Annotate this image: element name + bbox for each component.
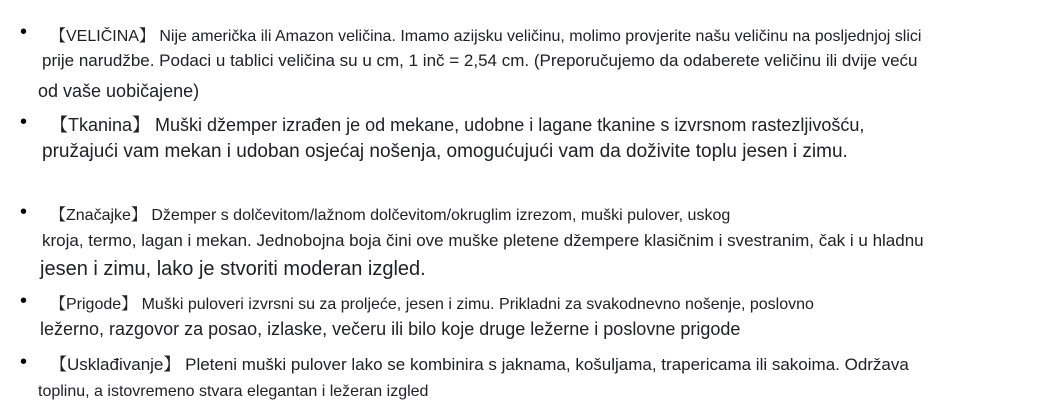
- bullet-dot: •: [20, 290, 28, 312]
- item-matching-line-1: 【Usklađivanje】 Pleteni muški pulover lako se kombinira s jaknama, košuljama, trapericama ili sakoima. Održava: [50, 355, 909, 374]
- bullet-dot: •: [20, 351, 28, 373]
- item-fabric-line-1: 【Tkanina】 Muški džemper izrađen je od mekane, udobne i lagane tkanine s izvrsnom rastezljivošću,: [50, 115, 865, 135]
- bullet-dot: •: [20, 111, 28, 133]
- item-size-line-3: od vaše uobičajene): [38, 81, 200, 101]
- item-size-line-2: prije narudžbe. Podaci u tablici veličina su u cm, 1 inč = 2,54 cm. (Preporučujemo da odaberete veličinu ili dvije veću: [42, 51, 918, 70]
- item-features-line-2: kroja, termo, lagan i mekan. Jednobojna boja čini ove muške pletene džempere klasičnim i svestranim, čak i u hladnu: [42, 231, 924, 250]
- item-occasions-line-2: ležerno, razgovor za posao, izlaske, večeru ili bilo koje druge ležerne i poslovne prigode: [40, 319, 741, 339]
- bullet-dot: •: [20, 21, 28, 43]
- item-fabric-line-2: pružajući vam mekan i udoban osjećaj nošenja, omogućujući vam da doživite toplu jesen i zimu.: [42, 141, 848, 162]
- item-occasions-line-1: 【Prigode】 Muški puloveri izvrsni su za proljeće, jesen i zimu. Prikladni za svakodnevno nošenje, poslovno: [50, 296, 814, 313]
- item-matching-line-2: toplinu, a istovremeno stvara elegantan i ležeran izgled: [38, 383, 429, 400]
- bullet-dot: •: [20, 201, 28, 223]
- item-size-line-1: 【VELIČINA】 Nije američka ili Amazon veličina. Imamo azijsku veličinu, molimo provjerite našu veličinu na posljednjoj slici: [50, 28, 922, 45]
- item-features-line-3: jesen i zimu, lako je stvoriti moderan izgled.: [40, 258, 426, 280]
- item-features-line-1: 【Značajke】 Džemper s dolčevitom/lažnom dolčevitom/okruglim izrezom, muški pulover, uskog: [50, 207, 731, 224]
